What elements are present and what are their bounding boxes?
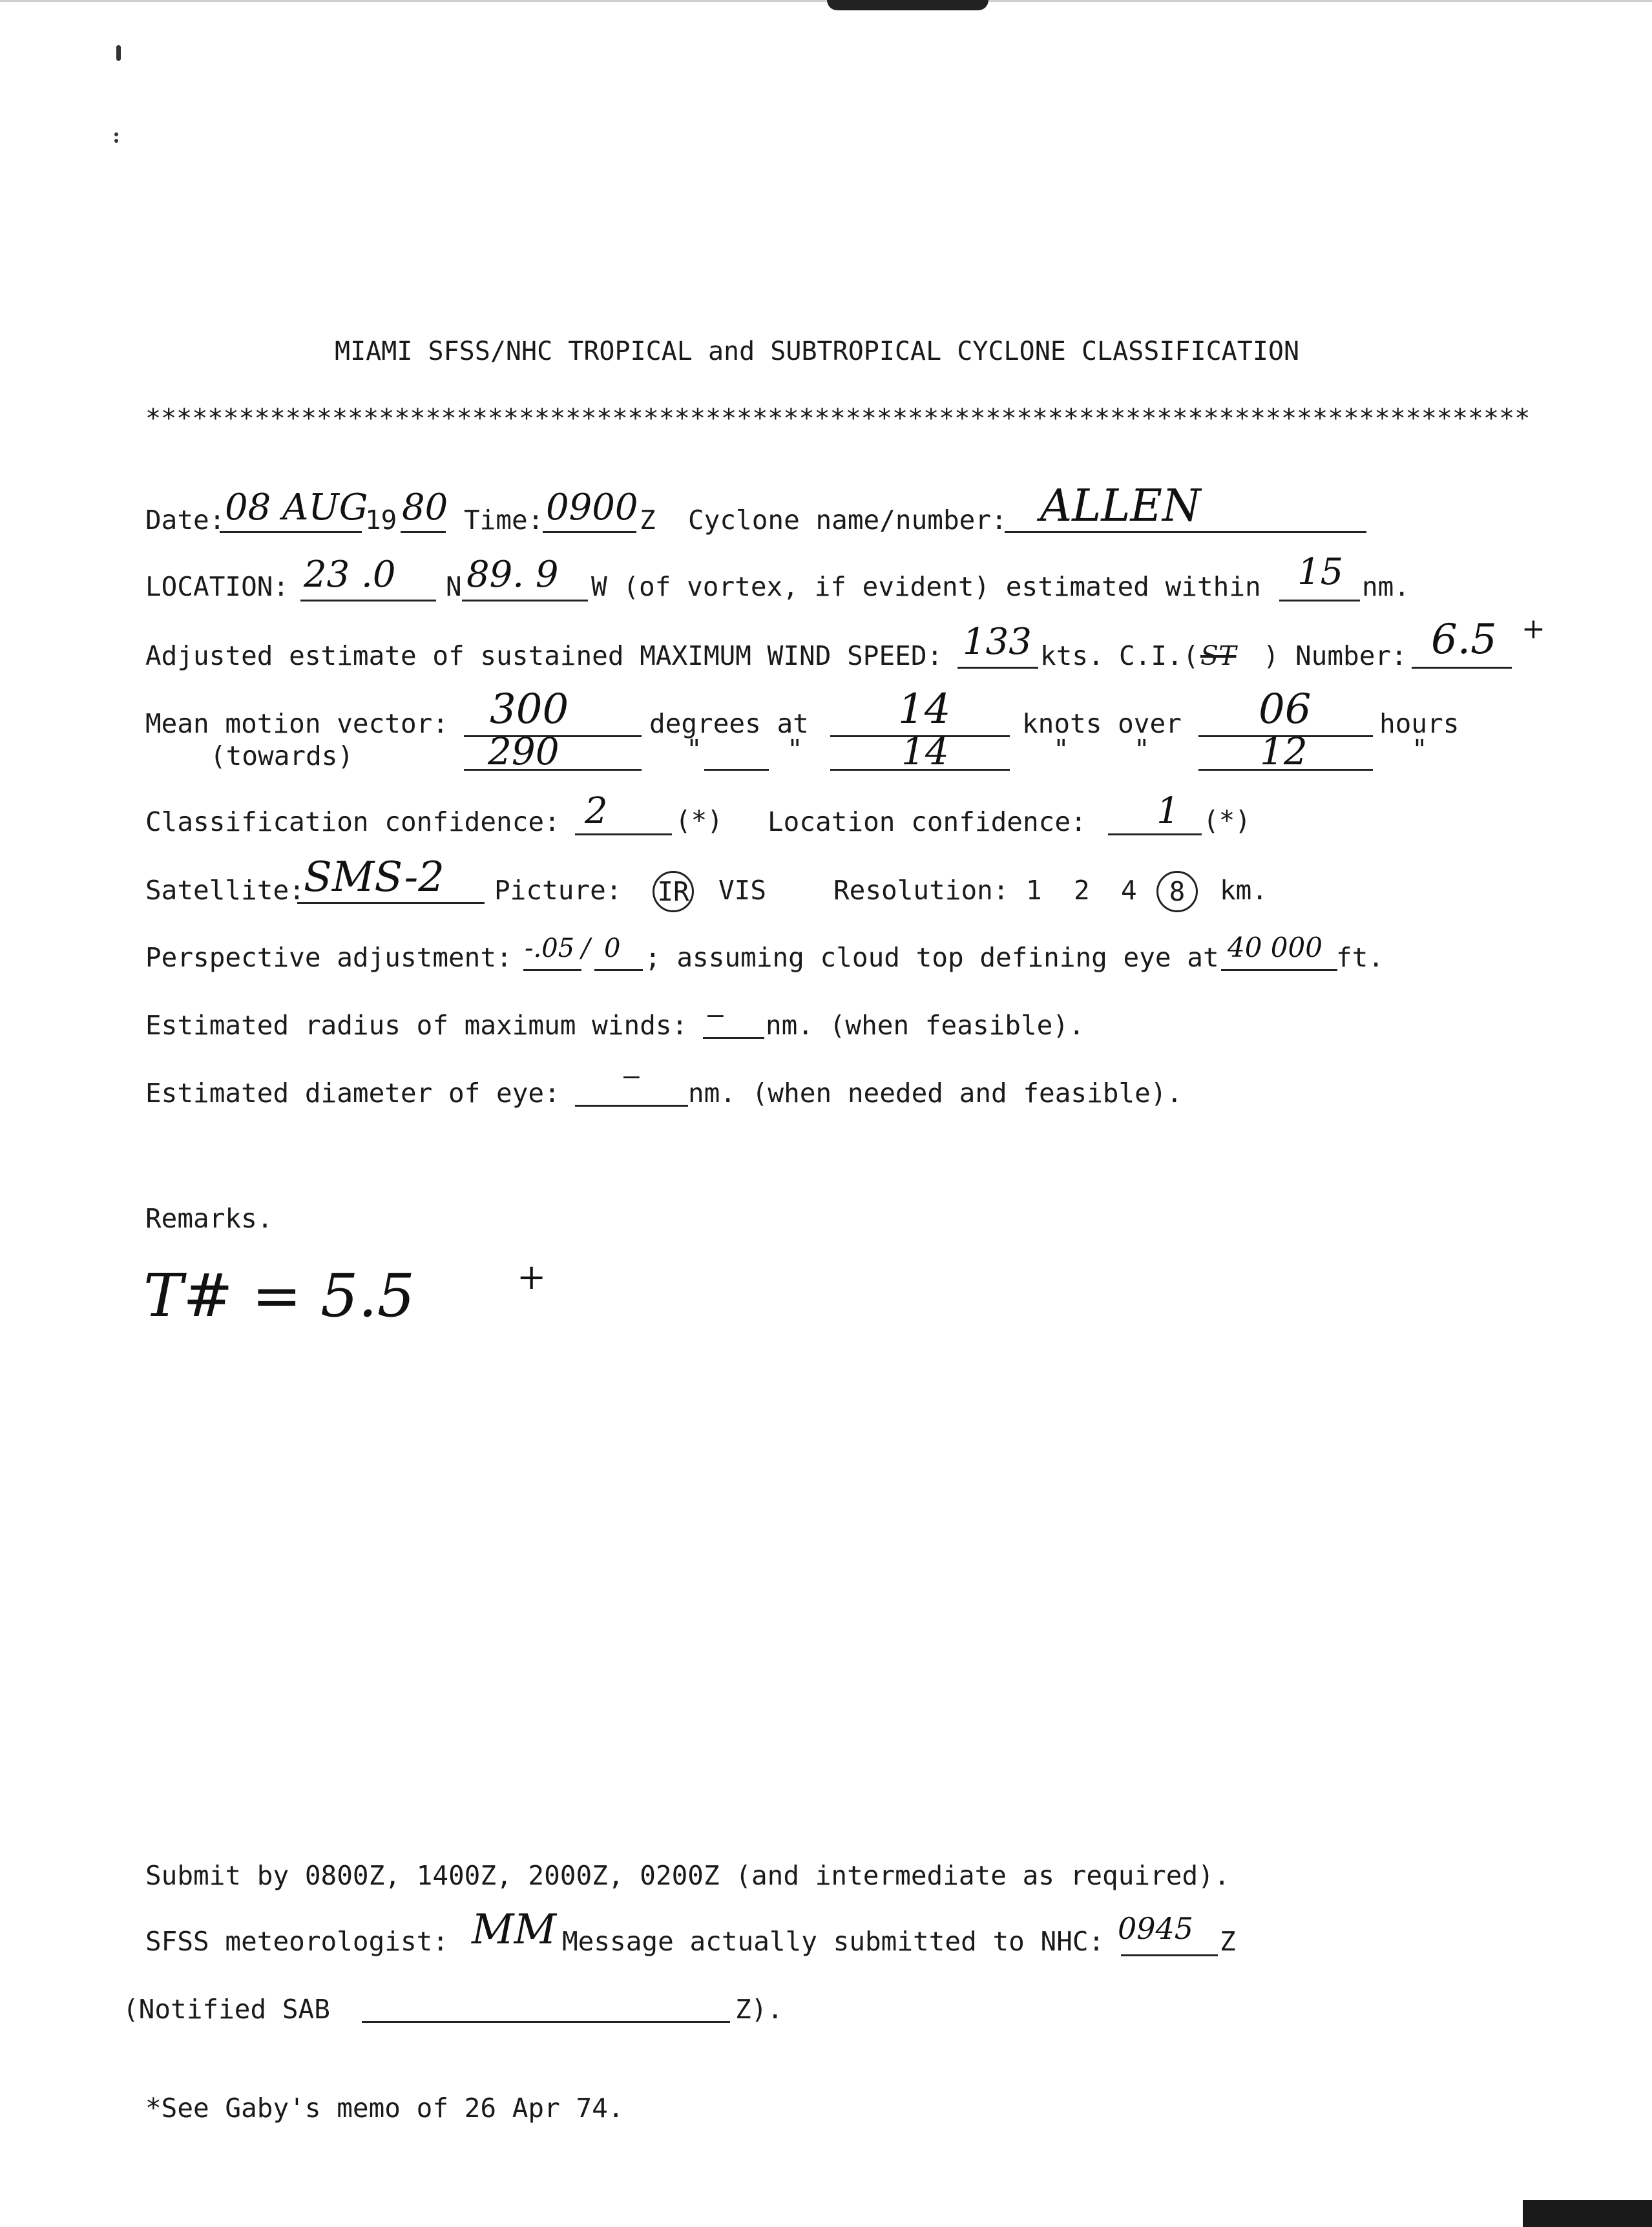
radius-tail: nm. (when feasible). [766, 1010, 1085, 1041]
cyclone-label: Cyclone name/number: [688, 505, 1007, 536]
location-star-note: (*) [1203, 805, 1251, 836]
eye-diameter-underline [575, 1105, 688, 1107]
ditto-2: " [787, 734, 803, 765]
hours-label: hours [1379, 708, 1459, 739]
date-underline [220, 531, 362, 533]
date-label: Date: [145, 505, 225, 536]
motion-knots-2: 14 [901, 729, 949, 773]
scan-speck [114, 139, 118, 143]
scan-edge [0, 0, 1652, 2]
ci-close: ) [1263, 640, 1279, 671]
degrees-underline-2 [464, 769, 642, 771]
time-underline [543, 531, 636, 533]
year-prefix: 19 [365, 505, 397, 536]
ditto-4: " [1134, 734, 1150, 765]
message-label: Message actually submitted to NHC: [562, 1926, 1105, 1957]
scan-clip-mark [827, 0, 988, 10]
notified-sab-open: (Notified SAB [123, 1994, 330, 2025]
meteorologist-initials: MM [472, 1906, 557, 1954]
latitude-underline [300, 600, 436, 601]
longitude-underline [462, 600, 588, 601]
longitude-value: 89. 9 [466, 554, 559, 596]
longitude-suffix: W (of vortex, if evident) estimated within [591, 571, 1261, 602]
wind-unit: kts. [1040, 640, 1104, 671]
picture-label: Picture: [494, 875, 622, 906]
classification-star-note: (*) [675, 805, 724, 836]
cloud-top-unit: ft. [1336, 942, 1385, 973]
motion-hours-1: 06 [1259, 685, 1312, 733]
motion-hours-2: 12 [1260, 729, 1308, 773]
motion-degrees-2: 290 [488, 729, 559, 773]
location-label: LOCATION: [145, 571, 289, 602]
resolution-1: 1 [1026, 875, 1042, 906]
year-underline [401, 531, 446, 533]
scan-speck [114, 132, 118, 136]
meteorologist-label: SFSS meteorologist: [145, 1926, 448, 1957]
perspective-underline-2 [594, 969, 643, 971]
cloud-top-underline [1221, 969, 1337, 971]
remarks-sup: + [517, 1257, 547, 1297]
ci-label: C.I.( [1119, 640, 1199, 671]
scan-speck [116, 45, 121, 61]
footnote: *See Gaby's memo of 26 Apr 74. [145, 2093, 624, 2124]
ditto-1: " [686, 734, 702, 765]
picture-ir-circle: IR [653, 871, 694, 912]
number-label: Number: [1295, 640, 1407, 671]
star-divider: ***************************************************************************************** [145, 404, 1531, 434]
classification-confidence-label: Classification confidence: [145, 806, 560, 837]
page-title: MIAMI SFSS/NHC TROPICAL and SUBTROPICAL CYCLONE CLASSIFICATION [335, 337, 1300, 366]
number-sup: + [1521, 612, 1545, 645]
time-value: 0900 [546, 486, 638, 528]
picture-ir [653, 877, 694, 912]
message-time-value: 0945 [1118, 1911, 1194, 1946]
resolution-label: Resolution: [833, 875, 1009, 906]
remarks-label: Remarks. [145, 1203, 273, 1234]
scan-corner-mark [1523, 2200, 1652, 2227]
resolution-8-circle: 8 [1156, 871, 1198, 912]
classification-confidence-value: 2 [585, 790, 608, 832]
within-value: 15 [1297, 551, 1344, 593]
perspective-label: Perspective adjustment: [145, 942, 512, 973]
number-underline [1412, 667, 1512, 669]
wind-label: Adjusted estimate of sustained MAXIMUM WIND SPEED: [145, 640, 943, 671]
picture-vis: VIS [718, 875, 767, 906]
radius-label: Estimated radius of maximum winds: [145, 1010, 688, 1041]
resolution-unit: km. [1220, 875, 1268, 906]
perspective-value-2: 0 [604, 934, 621, 963]
motion-label: Mean motion vector: [145, 708, 448, 739]
perspective-underline-1 [523, 969, 581, 971]
message-time-suffix: Z [1220, 1926, 1236, 1957]
motion-degrees-1: 300 [490, 685, 569, 733]
location-confidence-underline [1108, 833, 1202, 835]
ditto-3: " [1053, 734, 1069, 765]
perspective-text: ; assuming cloud top defining eye at [645, 942, 1219, 973]
wind-value: 133 [963, 621, 1032, 663]
radius-value: — [707, 999, 724, 1030]
degrees-label: degrees at [649, 708, 809, 739]
radius-underline [703, 1037, 764, 1039]
latitude-value: 23 .0 [304, 554, 396, 596]
knots-label: knots over [1022, 708, 1182, 739]
date-value: 08 AUG [225, 486, 368, 528]
perspective-value-1: -.05 [525, 934, 575, 963]
remarks-value: T# = 5.5 [143, 1261, 415, 1330]
notified-sab-close: Z). [735, 1994, 784, 2025]
number-value: 6.5 [1431, 616, 1497, 664]
satellite-underline [297, 902, 485, 904]
ditto-5: " [1412, 734, 1428, 765]
resolution-4: 4 [1121, 875, 1137, 906]
perspective-slash: / [581, 934, 591, 963]
within-underline [1279, 600, 1360, 601]
satellite-value: SMS-2 [304, 853, 444, 901]
cloud-top-value: 40 000 [1228, 932, 1323, 963]
towards-label: (towards) [210, 740, 354, 771]
resolution-8 [1156, 877, 1198, 912]
location-confidence-label: Location confidence: [768, 806, 1087, 837]
message-time-underline [1121, 1954, 1218, 1956]
time-suffix: Z [640, 505, 656, 536]
motion-knots-1: 14 [898, 685, 951, 733]
within-unit: nm. [1362, 571, 1410, 602]
ditto-underline [704, 769, 769, 771]
latitude-suffix: N [446, 571, 462, 602]
knots-underline-2 [830, 769, 1010, 771]
hours-underline-2 [1198, 769, 1373, 771]
ci-struck-text: ST [1200, 640, 1237, 671]
year-value: 80 [402, 486, 448, 528]
location-confidence-value: 1 [1156, 790, 1180, 832]
cyclone-underline [1005, 531, 1366, 533]
submit-instructions: Submit by 0800Z, 1400Z, 2000Z, 0200Z (and intermediate as required). [145, 1860, 1230, 1891]
resolution-2: 2 [1074, 875, 1090, 906]
classification-underline [575, 833, 672, 835]
eye-diameter-label: Estimated diameter of eye: [145, 1078, 560, 1109]
eye-diameter-tail: nm. (when needed and feasible). [688, 1078, 1183, 1109]
cyclone-value: ALLEN [1040, 481, 1201, 532]
satellite-label: Satellite: [145, 875, 305, 906]
notified-sab-underline [362, 2021, 730, 2023]
time-label: Time: [464, 505, 544, 536]
wind-underline [957, 667, 1038, 669]
eye-diameter-value: — [623, 1060, 640, 1091]
